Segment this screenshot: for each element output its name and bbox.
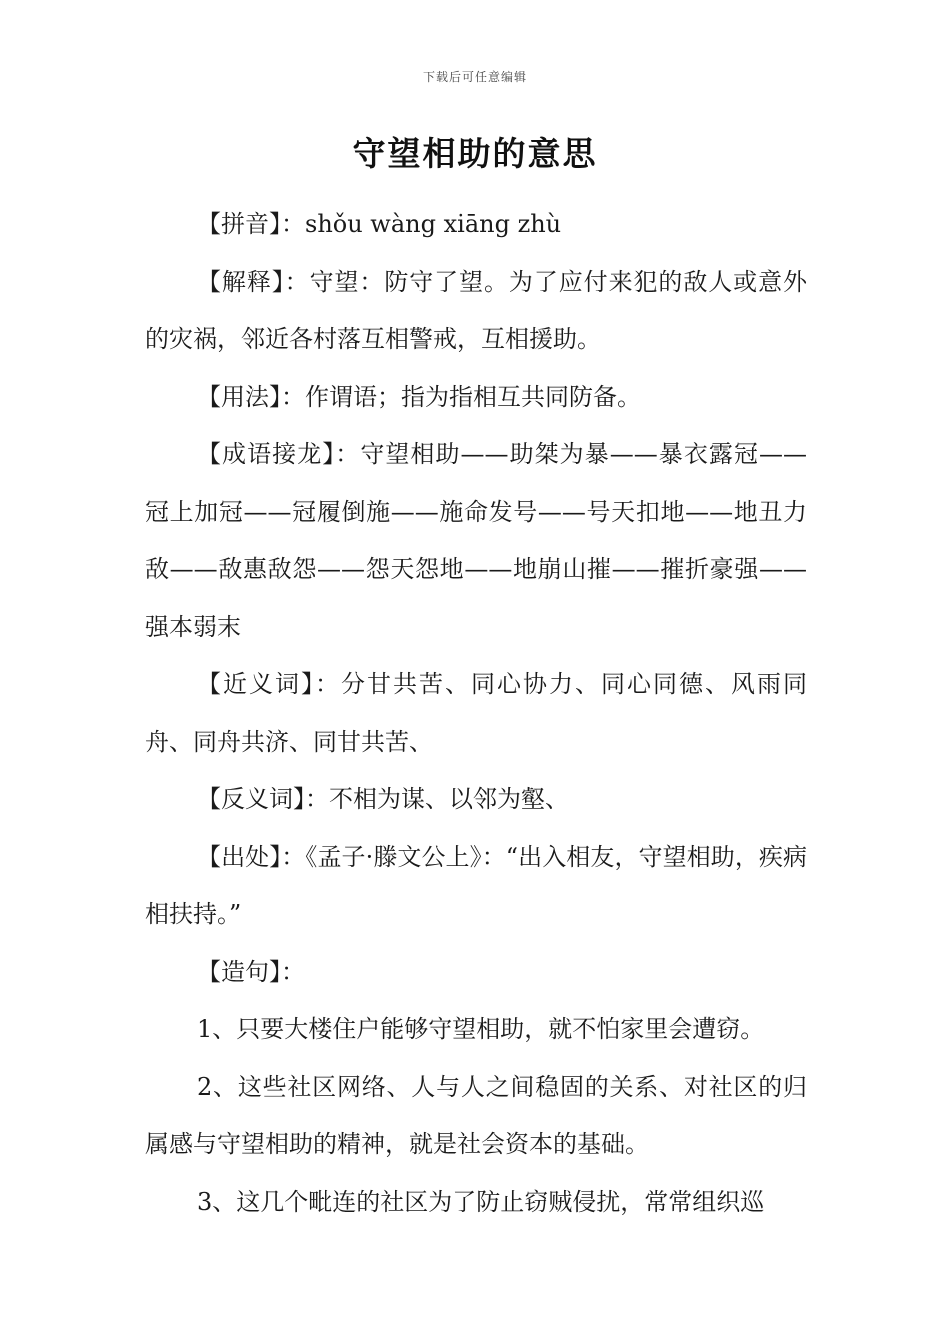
paragraph-pinyin: 【拼音】：shǒu wàng xiāng zhù xyxy=(197,210,562,238)
paragraph-synonyms: 【近义词】：分甘共苦、同心协力、同心同德、风雨同舟、同舟共济、同甘共苦、 xyxy=(145,670,807,756)
paragraph-source: 【出处】：《孟子·滕文公上》：“出入相友，守望相助，疾病相扶持。” xyxy=(145,842,807,928)
paragraph-explanation: 【解释】：守望：防守了望。为了应付来犯的敌人或意外的灾祸，邻近各村落互相警戒，互相援助。 xyxy=(145,267,807,353)
document-body xyxy=(145,196,807,1231)
paragraph-usage: 【用法】：作谓语；指为指相互共同防备。 xyxy=(197,382,641,411)
paragraph-examples-heading: 【造句】： xyxy=(197,957,305,986)
header-note: 下载后可任意编辑 xyxy=(422,70,527,84)
document-title: 守望相助的意思 xyxy=(352,134,598,173)
paragraph-example-2: 2、这些社区网络、人与人之间稳固的关系、对社区的归属感与守望相助的精神，就是社会资本的基础。 xyxy=(145,1072,807,1158)
paragraph-example-1: 1、只要大楼住户能够守望相助，就不怕家里会遭窃。 xyxy=(197,1015,765,1043)
paragraph-example-3: 3、这几个毗连的社区为了防止窃贼侵扰，常常组织巡 xyxy=(197,1187,765,1216)
paragraph-antonyms: 【反义词】：不相为谋、以邻为壑、 xyxy=(197,785,569,813)
paragraph-idiom-chain: 【成语接龙】：守望相助——助桀为暴——暴衣露冠——冠上加冠——冠履倒施——施命发号——号天扣地——地丑力敌——敌惠敌怨——怨天怨地——地崩山摧——摧折豪强——强本弱末 xyxy=(145,440,807,641)
